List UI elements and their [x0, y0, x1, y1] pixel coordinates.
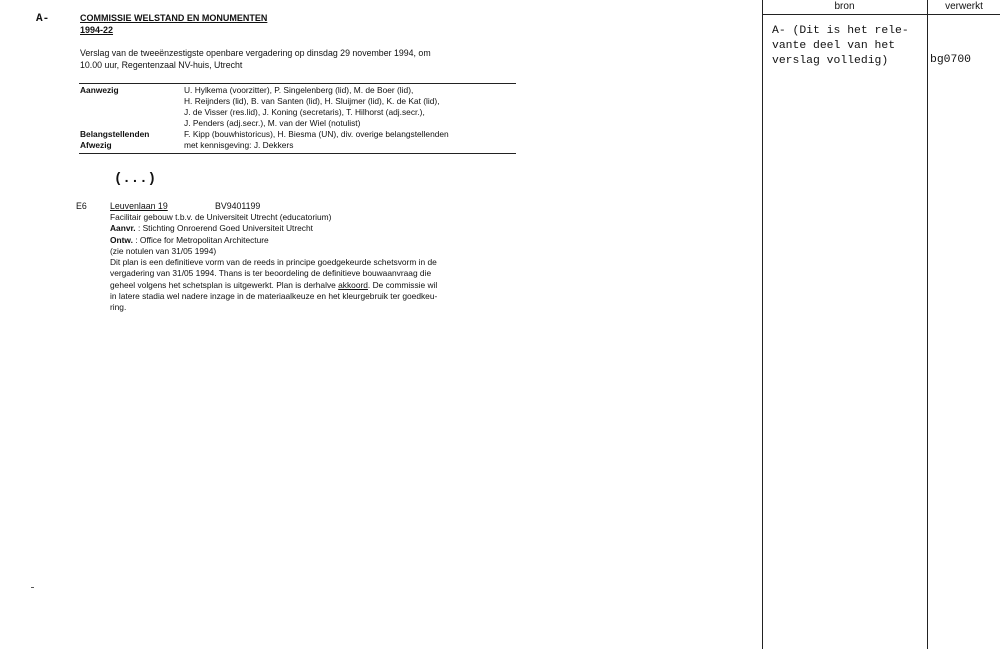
verwerkt-header: verwerkt: [945, 1, 983, 12]
present-line: H. Reijnders (lid), B. van Santen (lid), H. Sluijmer (lid), K. de Kat (lid),: [184, 96, 440, 106]
item-body-line: vergadering van 31/05 1994. Thans is ter beoordeling de definitieve bouwaanvraag die: [110, 268, 432, 278]
bron-line: A- (Dit is het rele-: [772, 25, 909, 37]
verwerkt-value: bg0700: [930, 54, 972, 66]
applicant-value: : Stichting Onroerend Goed Universiteit Utrecht: [137, 223, 313, 233]
annotation-columns: [762, 0, 1000, 649]
item-reference: BV9401199: [215, 201, 261, 211]
present-label: Aanwezig: [80, 85, 119, 95]
absent-label: Afwezig: [80, 140, 112, 150]
bron-note: [772, 24, 909, 69]
present-line: U. Hylkema (voorzitter), P. Singelenberg (lid), M. de Boer (lid),: [184, 85, 414, 95]
applicant-row: [110, 223, 313, 234]
attendance-bottom-rule: [79, 153, 516, 154]
bron-line: vante deel van het: [772, 40, 896, 52]
item-note: (zie notulen van 31/05 1994): [110, 246, 217, 256]
item-body-line: [110, 280, 437, 291]
scan-speck: [31, 587, 34, 588]
applicant-label: Aanvr.: [110, 223, 136, 233]
present-line: J. de Visser (res.lid), J. Koning (secretaris), T. Hilhorst (adj.secr.),: [184, 107, 425, 117]
meeting-number: 1994-22: [80, 25, 114, 35]
designer-label: Ontw.: [110, 235, 133, 245]
committee-title: COMMISSIE WELSTAND EN MONUMENTEN: [80, 13, 268, 23]
present-line: J. Penders (adj.secr.), M. van der Wiel (notulist): [184, 118, 361, 128]
omission-mark: (...): [114, 171, 157, 187]
item-code: E6: [76, 201, 87, 211]
body-text: . De commissie wil: [367, 280, 438, 290]
stakeholders-value: F. Kipp (bouwhistoricus), H. Biesma (UN), div. overige belangstellenden: [184, 129, 449, 139]
bron-header: bron: [834, 1, 855, 12]
item-address: Leuvenlaan 19: [110, 201, 168, 211]
stakeholders-label: Belangstellenden: [80, 129, 150, 139]
column-divider-middle: [927, 0, 928, 649]
intro-line-1: Verslag van de tweeënzestigste openbare vergadering op dinsdag 29 november 1994, om: [80, 48, 431, 58]
verdict: akkoord: [338, 280, 368, 290]
designer-value: : Office for Metropolitan Architecture: [135, 235, 269, 245]
section-marker: A-: [36, 13, 50, 25]
attendance-top-rule: [79, 83, 516, 84]
bron-line: verslag volledig): [772, 55, 889, 67]
item-body-line: Dit plan is een definitieve vorm van de reeds in principe goedgekeurde schetsvorm in de: [110, 257, 437, 267]
body-text: geheel volgens het schetsplan is uitgewerkt. Plan is derhalve: [110, 280, 339, 290]
header-rule: [762, 14, 1000, 15]
intro-line-2: 10.00 uur, Regentenzaal NV-huis, Utrecht: [80, 60, 243, 70]
item-description: Facilitair gebouw t.b.v. de Universiteit Utrecht (educatorium): [110, 212, 332, 222]
designer-row: [110, 235, 269, 246]
item-body-line: ring.: [110, 302, 127, 312]
absent-value: met kennisgeving: J. Dekkers: [184, 140, 294, 150]
item-body-line: in latere stadia wel nadere inzage in de materiaalkeuze en het kleurgebruik ter goedkeu-: [110, 291, 438, 301]
column-divider-left: [762, 0, 763, 649]
